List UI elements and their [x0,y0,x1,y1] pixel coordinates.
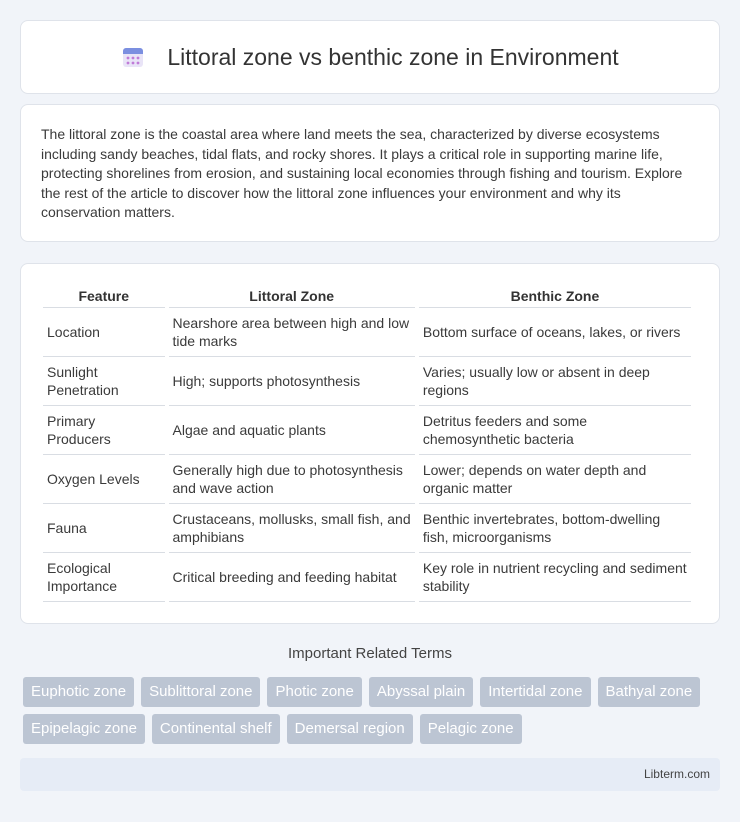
table-cell: Generally high due to photosynthesis and wave action [169,455,415,504]
table-cell: Oxygen Levels [43,455,165,504]
related-terms-title: Important Related Terms [288,645,452,662]
table-cell: Detritus feeders and some chemosynthetic bacteria [419,406,691,455]
page-title: Littoral zone vs benthic zone in Environment [167,43,619,70]
header-littoral-zone: Littoral Zone [169,284,415,308]
intro-paragraph: The littoral zone is the coastal area where land meets the sea, characterized by diverse ecosystems including sandy beaches, tidal flats, and rocky shores. It plays a critical role in supporting marine life, protecting shorelines from erosion, and sustaining local economies through fishing and tourism. Explore the rest of the article to discover how the littoral zone influences your environment and why its conservation matters. [41,126,683,221]
footer [20,758,720,791]
related-term-tag[interactable]: Euphotic zone [23,677,134,707]
title-wrap [121,44,618,71]
table-header-row [43,284,691,308]
intro-card [20,104,720,242]
comparison-table [39,284,695,602]
related-term-tag[interactable]: Pelagic zone [420,714,522,744]
table-row [43,357,691,406]
related-term-tag[interactable]: Bathyal zone [598,677,701,707]
header-benthic-zone: Benthic Zone [419,284,691,308]
table-cell: Fauna [43,504,165,553]
table-row [43,504,691,553]
related-term-tag[interactable]: Sublittoral zone [141,677,260,707]
table-cell: Ecological Importance [43,553,165,602]
table-row [43,308,691,357]
table-cell: Varies; usually low or absent in deep regions [419,357,691,406]
related-term-tag[interactable]: Intertidal zone [480,677,590,707]
header-feature: Feature [43,284,165,308]
table-cell: Lower; depends on water depth and organic matter [419,455,691,504]
table-cell: Benthic invertebrates, bottom-dwelling fish, microorganisms [419,504,691,553]
related-term-tag[interactable]: Demersal region [287,714,413,744]
table-row [43,455,691,504]
table-cell: Location [43,308,165,357]
table-cell: Key role in nutrient recycling and sediment stability [419,553,691,602]
calendar-icon [121,45,145,69]
related-terms-list [23,677,723,744]
table-cell: Nearshore area between high and low tide marks [169,308,415,357]
footer-site-link[interactable]: Libterm.com [643,767,710,781]
table-cell: Sunlight Penetration [43,357,165,406]
table-row [43,406,691,455]
header-card [20,20,720,94]
table-cell: Critical breeding and feeding habitat [169,553,415,602]
table-cell: Bottom surface of oceans, lakes, or rivers [419,308,691,357]
table-cell: Primary Producers [43,406,165,455]
table-row [43,553,691,602]
table-cell: High; supports photosynthesis [169,357,415,406]
related-term-tag[interactable]: Continental shelf [152,714,280,744]
related-term-tag[interactable]: Photic zone [267,677,361,707]
table-cell: Algae and aquatic plants [169,406,415,455]
table-cell: Crustaceans, mollusks, small fish, and amphibians [169,504,415,553]
comparison-table-card [20,263,720,624]
related-term-tag[interactable]: Abyssal plain [369,677,473,707]
related-term-tag[interactable]: Epipelagic zone [23,714,145,744]
